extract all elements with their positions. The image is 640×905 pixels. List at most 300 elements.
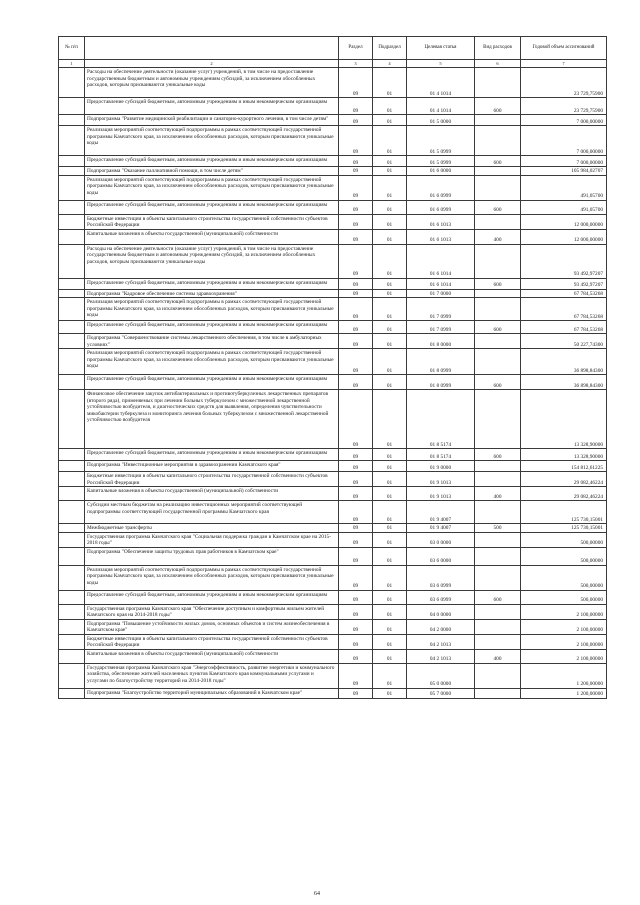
cell-name: Государственная программа Камчатского края "Обеспечение доступным и комфортным жильем жителей Камчатского края на 2014-2018 годы"	[85, 604, 339, 619]
cell-target: 05 0 0000	[407, 663, 475, 688]
cell-subsection: 01	[373, 501, 407, 524]
cell-subsection: 01	[373, 289, 407, 298]
cell-target: 01 6 1014	[407, 244, 475, 278]
table-row	[59, 524, 607, 533]
table-row	[59, 604, 607, 619]
cell-target: 01 9 1013	[407, 472, 475, 487]
cell-num	[59, 472, 85, 487]
cell-target: 04 0 0000	[407, 604, 475, 619]
cell-name: Бюджетные инвестиции в объекты капитального строительства государственной собственности субъектов Российской Федерации	[85, 472, 339, 487]
table-row	[59, 501, 607, 524]
cell-target: 01 8 0000	[407, 334, 475, 349]
col-amount-header: Годовой объем ассигнований	[521, 37, 607, 60]
table-body	[59, 68, 607, 699]
cell-exptype	[475, 115, 521, 126]
cell-name: Финансовое обеспечение закупок антибактериальных и противотуберкулезных лекарственных препаратов (второго ряда), применяемых при лечении больных туберкулезом с множественной лекарственной устойчивостью возбудителя, и диагностических средств для выявления, определения чувствительности микобактерии туберкулеза и мониторинга лечения больных туберкулезом с множественной лекарственной устойчивостью возбудителя	[85, 390, 339, 449]
cell-num	[59, 334, 85, 349]
table-row	[59, 688, 607, 698]
cell-name: Реализация мероприятий соответствующей подпрограммы в рамках соответствующей государственной программы Камчатского края, за исключением обособленных расходов, которым присваиваются уникальные коды	[85, 565, 339, 590]
cell-amount: 23 729,75900	[521, 68, 607, 98]
cell-target: 05 7 0000	[407, 688, 475, 698]
cell-section: 09	[339, 244, 373, 278]
cell-target: 04 2 0000	[407, 619, 475, 634]
cell-subsection: 01	[373, 604, 407, 619]
cell-name: Подпрограмма "Благоустройство территорий муниципальных образований в Камчатском крае"	[85, 688, 339, 698]
cell-name: Государственная программа Камчатского края "Энергоэффективность, развитие энергетики и коммунального хозяйства, обеспечение жителей населенных пунктов Камчатского края коммунальными услугами и услугами по благоустройству территорий на 2014-2018 годы"	[85, 663, 339, 688]
cell-name: Предоставление субсидий бюджетным, автономным учреждениям и иным некоммерческим организациям	[85, 278, 339, 289]
cell-amount: 500,00000	[521, 565, 607, 590]
cell-exptype: 600	[475, 449, 521, 461]
cell-section: 09	[339, 298, 373, 321]
cell-subsection: 01	[373, 524, 407, 533]
table-row	[59, 200, 607, 214]
cell-amount: 12 000,00000	[521, 214, 607, 229]
cell-amount: 125 730,15001	[521, 501, 607, 524]
cell-num	[59, 565, 85, 590]
cell-name: Капитальные вложения в объекты государственной (муниципальной) собственности	[85, 229, 339, 244]
cell-target: 01 6 0000	[407, 167, 475, 176]
cell-exptype: 500	[475, 524, 521, 533]
cell-section: 09	[339, 175, 373, 200]
cell-target: 03 6 0000	[407, 547, 475, 565]
table-row	[59, 289, 607, 298]
cell-name: Государственная программа Камчатского края "Социальная поддержка граждан в Камчатском крае на 2015-2018 годы"	[85, 532, 339, 547]
cell-exptype	[475, 472, 521, 487]
cell-subsection: 01	[373, 532, 407, 547]
col-index: 6	[475, 60, 521, 68]
cell-amount: 93 492,97207	[521, 278, 607, 289]
cell-target: 01 8 5174	[407, 390, 475, 449]
cell-subsection: 01	[373, 98, 407, 115]
cell-num	[59, 375, 85, 390]
cell-subsection: 01	[373, 634, 407, 649]
cell-subsection: 01	[373, 461, 407, 472]
cell-name: Субсидии местным бюджетам на реализацию инвестиционных мероприятий соответствующей подпрограммы соответствующей государственной программы Камчатского края	[85, 501, 339, 524]
table-row	[59, 390, 607, 449]
cell-section: 09	[339, 634, 373, 649]
cell-section: 09	[339, 167, 373, 176]
cell-num	[59, 487, 85, 501]
cell-section: 09	[339, 321, 373, 334]
cell-num	[59, 663, 85, 688]
cell-subsection: 01	[373, 298, 407, 321]
cell-target: 03 6 0999	[407, 590, 475, 604]
table-row	[59, 68, 607, 98]
cell-name: Подпрограмма "Оказание паллиативной помощи, в том числе детям"	[85, 167, 339, 176]
cell-subsection: 01	[373, 619, 407, 634]
cell-exptype	[475, 126, 521, 156]
cell-target: 01 7 0999	[407, 298, 475, 321]
table-row	[59, 547, 607, 565]
cell-subsection: 01	[373, 278, 407, 289]
cell-exptype	[475, 604, 521, 619]
table-row	[59, 663, 607, 688]
budget-table	[58, 36, 607, 699]
cell-exptype: 600	[475, 375, 521, 390]
cell-amount: 36 898,84300	[521, 349, 607, 375]
cell-amount: 7 000,00000	[521, 156, 607, 167]
cell-name: Предоставление субсидий бюджетным, автономным учреждениям и иным некоммерческим организациям	[85, 449, 339, 461]
cell-amount: 13 328,90000	[521, 449, 607, 461]
cell-name: Предоставление субсидий бюджетным, автономным учреждениям и иным некоммерческим организациям	[85, 321, 339, 334]
cell-section: 09	[339, 532, 373, 547]
cell-name: Подпрограмма "Развитие медицинской реабилитации и санаторно-курортного лечения, в том числе детям"	[85, 115, 339, 126]
cell-num	[59, 524, 85, 533]
cell-name: Реализация мероприятий соответствующей подпрограммы в рамках соответствующей государственной программы Камчатского края, за исключением обособленных расходов, которым присваиваются уникальные коды	[85, 126, 339, 156]
cell-target: 03 0 0000	[407, 532, 475, 547]
cell-subsection: 01	[373, 663, 407, 688]
cell-num	[59, 321, 85, 334]
col-num-header: № п/п	[59, 37, 85, 60]
cell-section: 09	[339, 449, 373, 461]
cell-exptype	[475, 334, 521, 349]
cell-amount: 154 812,61225	[521, 461, 607, 472]
cell-exptype	[475, 244, 521, 278]
col-target-header: Целевая статья	[407, 37, 475, 60]
cell-subsection: 01	[373, 472, 407, 487]
table-row	[59, 472, 607, 487]
cell-name: Реализация мероприятий соответствующей подпрограммы в рамках соответствующей государственной программы Камчатского края, за исключением обособленных расходов, которым присваиваются уникальные коды	[85, 349, 339, 375]
table-row	[59, 244, 607, 278]
col-index: 3	[339, 60, 373, 68]
cell-section: 09	[339, 68, 373, 98]
cell-amount: 7 000,00000	[521, 126, 607, 156]
cell-amount: 2 100,00000	[521, 604, 607, 619]
cell-section: 09	[339, 524, 373, 533]
col-name-header	[85, 37, 339, 60]
cell-num	[59, 175, 85, 200]
table-row	[59, 634, 607, 649]
cell-num	[59, 590, 85, 604]
cell-amount: 2 100,00000	[521, 649, 607, 663]
cell-exptype: 600	[475, 156, 521, 167]
cell-subsection: 01	[373, 68, 407, 98]
col-exptype-header: Вид расходов	[475, 37, 521, 60]
cell-target: 01 7 0999	[407, 321, 475, 334]
cell-num	[59, 115, 85, 126]
cell-num	[59, 298, 85, 321]
table-header-row	[59, 37, 607, 60]
table-row	[59, 449, 607, 461]
cell-section: 09	[339, 126, 373, 156]
table-row	[59, 532, 607, 547]
cell-exptype: 400	[475, 649, 521, 663]
cell-target: 01 5 0999	[407, 126, 475, 156]
cell-target: 01 8 0999	[407, 375, 475, 390]
cell-exptype	[475, 634, 521, 649]
cell-amount: 29 082,46224	[521, 487, 607, 501]
cell-subsection: 01	[373, 349, 407, 375]
cell-num	[59, 634, 85, 649]
cell-amount: 36 898,84300	[521, 375, 607, 390]
cell-target: 03 6 0999	[407, 565, 475, 590]
cell-target: 01 6 0999	[407, 175, 475, 200]
cell-name: Предоставление субсидий бюджетным, автономным учреждениям и иным некоммерческим организациям	[85, 375, 339, 390]
cell-amount: 1 200,00000	[521, 663, 607, 688]
cell-subsection: 01	[373, 115, 407, 126]
cell-section: 09	[339, 604, 373, 619]
cell-amount: 23 729,75900	[521, 98, 607, 115]
cell-subsection: 01	[373, 590, 407, 604]
cell-subsection: 01	[373, 390, 407, 449]
cell-section: 09	[339, 688, 373, 698]
cell-amount: 12 000,00000	[521, 229, 607, 244]
cell-section: 09	[339, 663, 373, 688]
cell-num	[59, 349, 85, 375]
cell-section: 09	[339, 461, 373, 472]
cell-amount: 29 082,46224	[521, 472, 607, 487]
col-index: 7	[521, 60, 607, 68]
cell-exptype	[475, 289, 521, 298]
cell-section: 09	[339, 200, 373, 214]
cell-section: 09	[339, 334, 373, 349]
cell-target: 01 9 4007	[407, 524, 475, 533]
cell-subsection: 01	[373, 565, 407, 590]
cell-subsection: 01	[373, 449, 407, 461]
cell-section: 09	[339, 547, 373, 565]
cell-subsection: 01	[373, 126, 407, 156]
document-sheet	[58, 36, 606, 699]
col-index: 5	[407, 60, 475, 68]
cell-exptype	[475, 461, 521, 472]
cell-target: 01 4 1014	[407, 98, 475, 115]
cell-name: Подпрограмма "Повышение устойчивости жилых домов, основных объектов и систем жизнеобеспечения в Камчатском крае"	[85, 619, 339, 634]
cell-section: 09	[339, 649, 373, 663]
cell-target: 01 6 1013	[407, 229, 475, 244]
cell-exptype: 400	[475, 487, 521, 501]
cell-num	[59, 688, 85, 698]
cell-name: Расходы на обеспечение деятельности (оказание услуг) учреждений, в том числе на предоставление государственным бюджетным и автономным учреждениям субсидий, за исключением обособленных расходов, которым присваиваются уникальные коды	[85, 244, 339, 278]
cell-exptype	[475, 532, 521, 547]
cell-num	[59, 167, 85, 176]
table-row	[59, 461, 607, 472]
cell-amount: 125 730,15001	[521, 524, 607, 533]
cell-target: 01 8 5174	[407, 449, 475, 461]
cell-section: 09	[339, 98, 373, 115]
cell-num	[59, 98, 85, 115]
cell-target: 01 5 0000	[407, 115, 475, 126]
cell-target: 04 2 1013	[407, 634, 475, 649]
cell-num	[59, 532, 85, 547]
cell-subsection: 01	[373, 688, 407, 698]
table-row	[59, 229, 607, 244]
cell-section: 09	[339, 501, 373, 524]
cell-exptype	[475, 214, 521, 229]
cell-num	[59, 390, 85, 449]
col-index: 2	[85, 60, 339, 68]
cell-name: Бюджетные инвестиции в объекты капитального строительства государственной собственности субъектов Российской Федерации	[85, 634, 339, 649]
cell-section: 09	[339, 115, 373, 126]
table-row	[59, 175, 607, 200]
cell-exptype	[475, 175, 521, 200]
cell-subsection: 01	[373, 334, 407, 349]
cell-name: Предоставление субсидий бюджетным, автономным учреждениям и иным некоммерческим организациям	[85, 590, 339, 604]
cell-exptype: 600	[475, 278, 521, 289]
table-row	[59, 349, 607, 375]
cell-exptype	[475, 501, 521, 524]
cell-amount: 13 328,90000	[521, 390, 607, 449]
table-row	[59, 487, 607, 501]
cell-name: Предоставление субсидий бюджетным, автономным учреждениям и иным некоммерческим организациям	[85, 200, 339, 214]
cell-subsection: 01	[373, 229, 407, 244]
cell-amount: 500,00000	[521, 532, 607, 547]
cell-target: 04 2 1013	[407, 649, 475, 663]
table-row	[59, 321, 607, 334]
cell-exptype: 600	[475, 200, 521, 214]
cell-exptype	[475, 547, 521, 565]
table-row	[59, 619, 607, 634]
cell-subsection: 01	[373, 214, 407, 229]
cell-section: 09	[339, 375, 373, 390]
table-row	[59, 98, 607, 115]
cell-amount: 491,05700	[521, 200, 607, 214]
table-row	[59, 375, 607, 390]
cell-target: 01 9 1013	[407, 487, 475, 501]
cell-exptype	[475, 565, 521, 590]
cell-subsection: 01	[373, 156, 407, 167]
cell-name: Реализация мероприятий соответствующей подпрограммы в рамках соответствующей государственной программы Камчатского края, за исключением обособленных расходов, которым присваиваются уникальные коды	[85, 298, 339, 321]
cell-section: 09	[339, 214, 373, 229]
cell-amount: 1 200,00000	[521, 688, 607, 698]
cell-amount: 2 100,00000	[521, 619, 607, 634]
cell-num	[59, 501, 85, 524]
cell-exptype	[475, 619, 521, 634]
cell-amount: 500,00000	[521, 590, 607, 604]
table-row	[59, 156, 607, 167]
cell-num	[59, 289, 85, 298]
cell-section: 09	[339, 349, 373, 375]
cell-target: 01 6 1014	[407, 278, 475, 289]
cell-exptype	[475, 390, 521, 449]
cell-target: 01 7 0000	[407, 289, 475, 298]
table-row	[59, 115, 607, 126]
cell-target: 01 6 0999	[407, 200, 475, 214]
cell-name: Бюджетные инвестиции в объекты капитального строительства государственной собственности субъектов Российской Федерации	[85, 214, 339, 229]
cell-section: 09	[339, 619, 373, 634]
page-number: 64	[314, 891, 320, 897]
table-row	[59, 214, 607, 229]
cell-section: 09	[339, 487, 373, 501]
cell-num	[59, 547, 85, 565]
table-row	[59, 590, 607, 604]
cell-name: Подпрограмма "Кадровое обеспечение системы здравоохранения"	[85, 289, 339, 298]
cell-exptype: 400	[475, 229, 521, 244]
table-row	[59, 649, 607, 663]
cell-target: 01 6 1013	[407, 214, 475, 229]
cell-amount: 50 227,74300	[521, 334, 607, 349]
cell-amount: 67 784,53268	[521, 298, 607, 321]
cell-exptype	[475, 298, 521, 321]
cell-subsection: 01	[373, 200, 407, 214]
cell-section: 09	[339, 390, 373, 449]
cell-subsection: 01	[373, 547, 407, 565]
cell-amount: 2 100,00000	[521, 634, 607, 649]
table-row	[59, 298, 607, 321]
cell-name: Расходы на обеспечение деятельности (оказание услуг) учреждений, в том числе на предоставление государственным бюджетным и автономным учреждениям субсидий, за исключением обособленных расходов, которым присваиваются уникальные коды	[85, 68, 339, 98]
cell-amount: 105 984,02707	[521, 167, 607, 176]
col-index: 4	[373, 60, 407, 68]
table-index-row	[59, 60, 607, 68]
cell-amount: 67 784,53268	[521, 289, 607, 298]
cell-section: 09	[339, 472, 373, 487]
cell-section: 09	[339, 565, 373, 590]
cell-exptype	[475, 349, 521, 375]
cell-section: 09	[339, 229, 373, 244]
cell-subsection: 01	[373, 649, 407, 663]
cell-amount: 93 492,97207	[521, 244, 607, 278]
cell-exptype	[475, 68, 521, 98]
cell-num	[59, 278, 85, 289]
cell-num	[59, 200, 85, 214]
cell-section: 09	[339, 156, 373, 167]
cell-name: Предоставление субсидий бюджетным, автономным учреждениям и иным некоммерческим организациям	[85, 98, 339, 115]
cell-name: Подпрограмма "Инвестиционные мероприятия в здравоохранении Камчатского края"	[85, 461, 339, 472]
cell-target: 01 5 0999	[407, 156, 475, 167]
table-row	[59, 565, 607, 590]
cell-exptype	[475, 663, 521, 688]
cell-exptype	[475, 688, 521, 698]
col-index: 1	[59, 60, 85, 68]
cell-num	[59, 156, 85, 167]
cell-subsection: 01	[373, 487, 407, 501]
cell-target: 01 8 0999	[407, 349, 475, 375]
cell-subsection: 01	[373, 167, 407, 176]
cell-exptype: 600	[475, 98, 521, 115]
cell-num	[59, 126, 85, 156]
cell-subsection: 01	[373, 321, 407, 334]
cell-exptype: 600	[475, 590, 521, 604]
table-row	[59, 278, 607, 289]
cell-section: 09	[339, 278, 373, 289]
cell-exptype	[475, 167, 521, 176]
cell-name: Предоставление субсидий бюджетным, автономным учреждениям и иным некоммерческим организациям	[85, 156, 339, 167]
cell-section: 09	[339, 289, 373, 298]
cell-subsection: 01	[373, 244, 407, 278]
cell-section: 09	[339, 590, 373, 604]
cell-num	[59, 619, 85, 634]
cell-target: 01 4 1014	[407, 68, 475, 98]
col-section-header: Раздел	[339, 37, 373, 60]
cell-amount: 491,05700	[521, 175, 607, 200]
cell-num	[59, 229, 85, 244]
table-row	[59, 126, 607, 156]
cell-amount: 7 000,00000	[521, 115, 607, 126]
cell-subsection: 01	[373, 375, 407, 390]
table-row	[59, 334, 607, 349]
cell-num	[59, 244, 85, 278]
cell-amount: 500,00000	[521, 547, 607, 565]
cell-num	[59, 214, 85, 229]
cell-name: Реализация мероприятий соответствующей подпрограммы в рамках соответствующей государственной программы Камчатского края, за исключением обособленных расходов, которым присваиваются уникальные коды	[85, 175, 339, 200]
cell-num	[59, 449, 85, 461]
cell-target: 01 9 0000	[407, 461, 475, 472]
cell-num	[59, 649, 85, 663]
cell-num	[59, 68, 85, 98]
cell-amount: 67 784,53268	[521, 321, 607, 334]
cell-num	[59, 461, 85, 472]
cell-name: Межбюджетные трансферты	[85, 524, 339, 533]
cell-subsection: 01	[373, 175, 407, 200]
cell-name: Подпрограмма "Обеспечение защиты трудовых прав работников в Камчатском крае"	[85, 547, 339, 565]
cell-name: Капитальные вложения в объекты государственной (муниципальной) собственности	[85, 649, 339, 663]
cell-name: Капитальные вложения в объекты государственной (муниципальной) собственности	[85, 487, 339, 501]
cell-target: 01 9 4007	[407, 501, 475, 524]
table-row	[59, 167, 607, 176]
col-subsection-header: Подраздел	[373, 37, 407, 60]
cell-num	[59, 604, 85, 619]
cell-name: Подпрограмма "Совершенствование системы лекарственного обеспечения, в том числе в амбулаторных условиях"	[85, 334, 339, 349]
cell-exptype: 600	[475, 321, 521, 334]
